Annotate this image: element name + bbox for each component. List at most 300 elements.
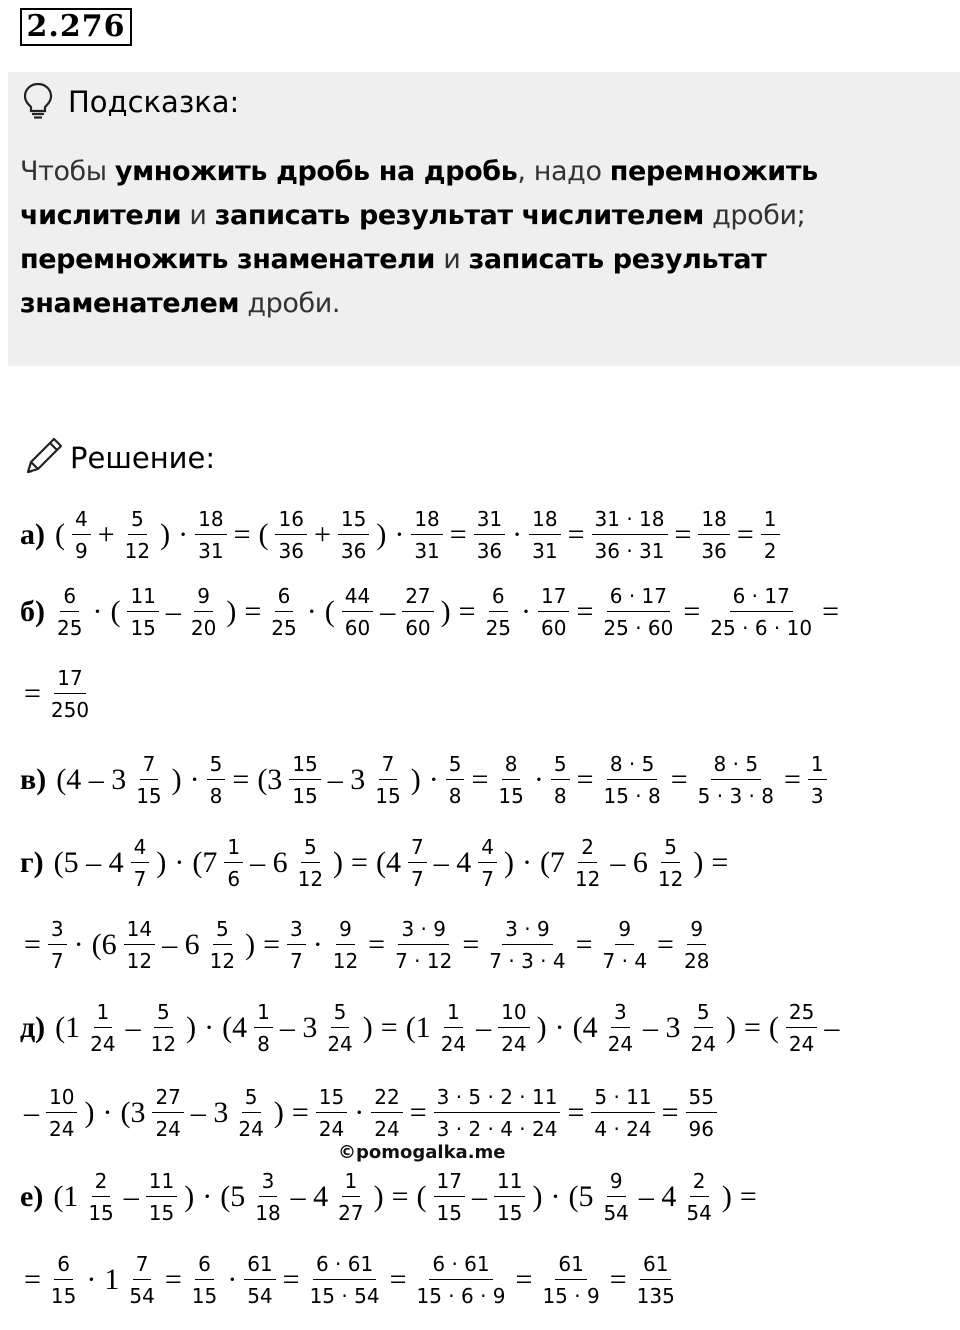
hint-text-segment: дроби.	[239, 288, 341, 319]
fraction-numerator: 7	[379, 752, 398, 780]
fraction-numerator: 2	[578, 835, 597, 863]
fraction	[316, 1085, 347, 1141]
fraction-denominator: 15 · 9	[542, 1284, 600, 1308]
fraction-numerator: 18	[411, 507, 442, 535]
fraction-denominator: 7	[133, 867, 147, 891]
math-operator: –	[476, 1011, 492, 1044]
solution-line	[20, 988, 843, 1068]
math-operator: – 4	[433, 846, 472, 879]
fraction-denominator: 7	[410, 867, 424, 891]
math-operator: =	[409, 1096, 427, 1129]
lightbulb-icon	[20, 80, 56, 120]
math-operator: ·	[312, 928, 323, 961]
math-operator: =	[449, 518, 467, 551]
fraction	[681, 917, 712, 973]
fraction-numerator: 3 · 9	[502, 917, 553, 945]
item-label: д)	[20, 1011, 46, 1044]
fraction-numerator: 61	[640, 1252, 671, 1280]
fraction	[372, 752, 403, 808]
fraction	[551, 752, 570, 808]
fraction-numerator: 55	[686, 1085, 717, 1113]
fraction	[683, 1169, 714, 1225]
math-operator: (	[110, 595, 121, 628]
fraction-denominator: 18	[255, 1201, 281, 1225]
math-operator: =	[822, 595, 839, 628]
math-operator: – 6	[250, 846, 288, 879]
fraction	[48, 666, 92, 722]
math-operator: =	[24, 1263, 41, 1296]
fraction-denominator: 12	[126, 949, 153, 973]
fraction-numerator: 5	[242, 1085, 261, 1113]
math-operator: =	[232, 763, 250, 796]
fraction-numerator: 4	[478, 835, 497, 863]
math-operator: =	[783, 763, 801, 796]
fraction-numerator: 1	[342, 1169, 361, 1197]
fraction-denominator: 60	[405, 616, 431, 640]
fraction	[207, 752, 226, 808]
fraction-numerator: 5	[331, 1000, 350, 1028]
math-operator: (5	[220, 1180, 246, 1213]
fraction	[786, 1000, 817, 1056]
fraction-denominator: 7 · 4	[602, 949, 648, 973]
fraction	[48, 917, 67, 973]
fraction	[605, 1000, 636, 1056]
fraction-numerator: 3 · 5 · 2 · 11	[434, 1085, 561, 1113]
fraction-denominator: 15	[50, 1284, 77, 1308]
fraction	[126, 1252, 157, 1308]
math-operator: (	[324, 595, 335, 628]
math-operator: – 3	[190, 1096, 229, 1129]
fraction	[498, 1000, 529, 1056]
fraction-numerator: 61	[555, 1252, 586, 1280]
fraction-numerator: 6 · 17	[730, 584, 793, 612]
hint-text-segment: и	[181, 200, 215, 231]
fraction-denominator: 7 · 3 · 4	[489, 949, 566, 973]
fraction-numerator: 6 · 61	[429, 1252, 492, 1280]
fraction	[474, 507, 505, 563]
math-operator: ·	[394, 518, 405, 551]
fraction-denominator: 8	[257, 1032, 270, 1056]
fraction-numerator: 5	[213, 917, 232, 945]
hint-emphasis: перемножить числители	[20, 156, 818, 231]
math-operator: =	[263, 928, 280, 961]
math-operator: – 6	[162, 928, 200, 961]
fraction	[572, 835, 603, 891]
fraction-denominator: 20	[190, 616, 217, 640]
fraction-numerator: 27	[402, 584, 433, 612]
solution-line	[20, 1157, 761, 1237]
fraction-denominator: 7	[481, 867, 494, 891]
math-operator: ·	[521, 846, 532, 879]
item-label: г)	[20, 846, 44, 879]
fraction-denominator: 8	[448, 784, 462, 808]
fraction	[124, 917, 155, 973]
fraction-numerator: 3	[287, 917, 306, 945]
fraction-denominator: 12	[124, 539, 151, 563]
math-operator: –	[824, 1011, 840, 1044]
fraction	[413, 1252, 508, 1308]
fraction-numerator: 9	[194, 584, 213, 612]
fraction-denominator: 54	[129, 1284, 155, 1308]
fraction-numerator: 17	[538, 584, 569, 612]
math-operator: =	[24, 677, 41, 710]
solution-line	[20, 1073, 720, 1153]
hint-text-segment: дроби;	[703, 200, 806, 231]
fraction-numerator: 5	[301, 835, 320, 863]
item-label: е)	[20, 1180, 44, 1213]
math-operator: –	[125, 1011, 141, 1044]
math-operator: – 3	[643, 1011, 681, 1044]
hint-emphasis: умножить дробь на дробь	[114, 156, 518, 187]
fraction	[539, 1252, 602, 1308]
math-operator: )	[226, 595, 237, 628]
math-operator: =	[471, 763, 489, 796]
fraction-denominator: 250	[50, 698, 90, 722]
fraction-denominator: 31	[532, 539, 558, 563]
hint-emphasis: записать результат числителем	[214, 200, 704, 231]
fraction	[48, 1252, 79, 1308]
fraction-numerator: 9	[687, 917, 706, 945]
math-operator: =	[609, 1263, 627, 1296]
math-operator: ·	[204, 1011, 215, 1044]
fraction	[307, 1252, 383, 1308]
math-operator: =	[567, 1096, 585, 1129]
math-operator: (	[416, 1180, 427, 1213]
math-operator: +	[313, 518, 331, 551]
fraction-denominator: 24	[238, 1117, 264, 1141]
math-operator: ·	[428, 763, 439, 796]
math-operator: =	[657, 928, 674, 961]
solution-title: Решение:	[70, 441, 216, 475]
fraction-numerator: 44	[342, 584, 373, 612]
fraction	[446, 752, 465, 808]
math-operator: =	[670, 763, 688, 796]
fraction-denominator: 60	[541, 616, 567, 640]
fraction	[686, 1085, 717, 1141]
fraction-numerator: 1	[808, 752, 827, 780]
fraction-numerator: 1	[94, 1000, 113, 1028]
fraction	[324, 1000, 355, 1056]
fraction-numerator: 3	[259, 1169, 278, 1197]
math-operator: 1	[104, 1263, 120, 1296]
fraction-numerator: 9	[336, 917, 355, 945]
item-label: б)	[20, 595, 45, 628]
math-operator: (5	[568, 1180, 594, 1213]
fraction-numerator: 5	[694, 1000, 713, 1028]
fraction-denominator: 25 · 6 · 10	[710, 616, 813, 640]
fraction	[252, 1169, 283, 1225]
math-operator: )	[726, 1011, 736, 1044]
fraction	[371, 1085, 402, 1141]
fraction	[330, 917, 361, 973]
fraction-numerator: 6	[275, 584, 294, 612]
fraction-denominator: 96	[688, 1117, 714, 1141]
math-operator: =	[244, 595, 262, 628]
fraction-numerator: 5	[661, 835, 680, 863]
item-label: в)	[20, 763, 47, 796]
math-operator: ·	[533, 763, 544, 796]
fraction-numerator: 14	[124, 917, 155, 945]
fraction-denominator: 15	[191, 1284, 218, 1308]
fraction-numerator: 31 · 18	[592, 507, 668, 535]
fraction-denominator: 15	[136, 784, 162, 808]
math-operator: =	[391, 1180, 409, 1213]
math-operator: – 3	[279, 1011, 318, 1044]
fraction-numerator: 6 · 17	[607, 584, 670, 612]
solution-line	[20, 740, 830, 820]
fraction	[295, 835, 326, 891]
math-operator: ·	[86, 1263, 97, 1296]
fraction	[634, 1252, 678, 1308]
math-operator: ·	[189, 763, 200, 796]
fraction-denominator: 15	[292, 784, 318, 808]
math-operator: =	[368, 928, 386, 961]
math-operator: )	[373, 1180, 384, 1213]
fraction	[698, 507, 729, 563]
fraction-denominator: 12	[297, 867, 324, 891]
fraction-numerator: 2	[92, 1169, 111, 1197]
hint-text-segment: , надо	[517, 156, 610, 187]
math-operator: )	[440, 595, 451, 628]
fraction	[761, 507, 780, 563]
fraction-numerator: 6 · 61	[313, 1252, 376, 1280]
math-operator: =	[576, 763, 594, 796]
fraction	[275, 507, 306, 563]
fraction-denominator: 2	[763, 539, 777, 563]
fraction	[478, 835, 497, 891]
fraction-numerator: 22	[371, 1085, 402, 1113]
math-operator: =	[389, 1263, 407, 1296]
fraction	[342, 584, 373, 640]
fraction	[87, 1000, 118, 1056]
fraction-denominator: 27	[338, 1201, 364, 1225]
fraction-denominator: 24	[374, 1117, 400, 1141]
fraction-denominator: 8	[553, 784, 567, 808]
fraction-denominator: 7	[50, 949, 64, 973]
math-operator: (1	[53, 1180, 79, 1213]
math-operator: )	[184, 1180, 195, 1213]
fraction	[688, 1000, 719, 1056]
problem-number: 2.276	[20, 8, 132, 46]
fraction	[122, 507, 153, 563]
fraction-numerator: 9	[615, 917, 634, 945]
hint-text	[20, 150, 920, 326]
fraction-denominator: 31	[198, 539, 224, 563]
fraction	[338, 507, 369, 563]
math-operator: – 3	[327, 763, 366, 796]
fraction-numerator: 61	[244, 1252, 275, 1280]
fraction	[695, 752, 777, 808]
math-operator: (3	[120, 1096, 146, 1129]
fraction-denominator: 36 · 31	[594, 539, 665, 563]
fraction-denominator: 25 · 60	[603, 616, 674, 640]
math-operator: (5 – 4	[53, 846, 124, 879]
math-operator: =	[711, 846, 729, 879]
fraction	[486, 917, 568, 973]
math-operator: ·	[554, 1011, 565, 1044]
hint-text-segment: Чтобы	[20, 156, 115, 187]
math-operator: –	[165, 595, 181, 628]
item-label: а)	[20, 518, 45, 551]
fraction	[207, 917, 238, 973]
math-operator: =	[683, 595, 701, 628]
math-operator: =	[282, 1263, 300, 1296]
fraction-numerator: 2	[690, 1169, 709, 1197]
math-operator: )	[171, 763, 182, 796]
fraction-denominator: 9	[75, 539, 88, 563]
fraction-numerator: 6	[54, 1252, 73, 1280]
math-operator: ·	[306, 595, 317, 628]
fraction	[235, 1085, 266, 1141]
fraction-denominator: 15	[498, 784, 524, 808]
fraction-denominator: 36	[278, 539, 304, 563]
math-operator: )	[333, 846, 344, 879]
math-operator: =	[736, 518, 754, 551]
fraction-denominator: 15 · 6 · 9	[416, 1284, 506, 1308]
fraction	[707, 584, 815, 640]
fraction-denominator: 24	[501, 1032, 527, 1056]
math-operator: )	[721, 1180, 732, 1213]
fraction-denominator: 36	[340, 539, 367, 563]
fraction-denominator: 25	[57, 616, 83, 640]
fraction	[483, 584, 514, 640]
math-operator: (4	[222, 1011, 248, 1044]
math-operator: =	[458, 595, 476, 628]
solution-line	[20, 1240, 681, 1320]
fraction-denominator: 25	[271, 616, 297, 640]
math-operator: )	[156, 846, 167, 879]
math-operator: =	[380, 1011, 398, 1044]
fraction	[287, 917, 306, 973]
fraction-denominator: 31	[414, 539, 440, 563]
fraction	[146, 1169, 177, 1225]
fraction	[538, 584, 569, 640]
fraction-numerator: 11	[127, 584, 158, 612]
fraction	[494, 1169, 525, 1225]
fraction-numerator: 1	[444, 1000, 463, 1028]
math-operator: )	[410, 763, 421, 796]
math-operator: )	[245, 928, 256, 961]
math-operator: =	[661, 1096, 679, 1129]
fraction-numerator: 18	[529, 507, 560, 535]
math-operator: =	[291, 1096, 309, 1129]
solution-line	[20, 823, 732, 903]
fraction-numerator: 7	[133, 1252, 152, 1280]
pencil-icon	[22, 434, 66, 478]
fraction	[808, 752, 827, 808]
fraction-denominator: 15 · 54	[309, 1284, 380, 1308]
fraction	[529, 507, 560, 563]
fraction-numerator: 25	[786, 1000, 817, 1028]
math-operator: =	[462, 928, 480, 961]
math-operator: (1	[405, 1011, 431, 1044]
math-operator: =	[515, 1263, 533, 1296]
math-operator: ·	[227, 1263, 238, 1296]
fraction	[46, 1085, 77, 1141]
fraction	[434, 1169, 465, 1225]
math-operator: ·	[202, 1180, 213, 1213]
math-operator: (4	[572, 1011, 598, 1044]
fraction-denominator: 54	[603, 1201, 629, 1225]
fraction	[72, 507, 91, 563]
fraction-denominator: 24	[318, 1117, 345, 1141]
fraction-denominator: 24	[788, 1032, 815, 1056]
hint-title: Подсказка:	[68, 85, 240, 119]
fraction-denominator: 7 · 12	[395, 949, 453, 973]
math-operator: =	[674, 518, 692, 551]
fraction-denominator: 7	[289, 949, 303, 973]
math-operator: (1	[55, 1011, 81, 1044]
hint-emphasis: перемножить знаменатели	[20, 244, 436, 275]
fraction-numerator: 27	[152, 1085, 183, 1113]
math-operator: ·	[521, 595, 532, 628]
fraction-numerator: 6	[489, 584, 508, 612]
fraction-numerator: 5	[446, 752, 465, 780]
fraction	[244, 1252, 275, 1308]
fraction-numerator: 8 · 5	[607, 752, 658, 780]
fraction-denominator: 24	[49, 1117, 75, 1141]
math-operator: ·	[178, 518, 189, 551]
fraction-numerator: 18	[195, 507, 226, 535]
solution-line	[20, 654, 95, 734]
fraction-denominator: 28	[683, 949, 710, 973]
fraction	[392, 917, 455, 973]
fraction	[268, 584, 299, 640]
fraction-denominator: 24	[90, 1032, 116, 1056]
solution-line	[20, 905, 715, 985]
math-operator: )	[536, 1011, 547, 1044]
math-operator: ·	[73, 928, 84, 961]
math-operator: – 4	[290, 1180, 329, 1213]
fraction-denominator: 12	[150, 1032, 177, 1056]
fraction-numerator: 6	[195, 1252, 214, 1280]
fraction-numerator: 7	[140, 752, 159, 780]
fraction-denominator: 36	[701, 539, 727, 563]
math-operator: (7	[192, 846, 218, 879]
solution-line	[20, 495, 783, 575]
math-operator: =	[576, 595, 594, 628]
math-operator: =	[744, 1011, 761, 1044]
fraction-numerator: 10	[498, 1000, 529, 1028]
fraction-denominator: 54	[686, 1201, 712, 1225]
fraction	[189, 1252, 220, 1308]
fraction-numerator: 8	[502, 752, 521, 780]
fraction	[600, 752, 663, 808]
fraction-denominator: 8	[209, 784, 223, 808]
fraction	[600, 917, 651, 973]
fraction-denominator: 4 · 24	[594, 1117, 652, 1141]
fraction	[592, 507, 668, 563]
math-operator: =	[233, 518, 251, 551]
fraction-denominator: 5 · 3 · 8	[697, 784, 774, 808]
fraction-denominator: 6	[227, 867, 241, 891]
fraction-numerator: 9	[607, 1169, 626, 1197]
fraction-numerator: 5	[154, 1000, 173, 1028]
math-operator: (	[768, 1011, 779, 1044]
fraction-denominator: 135	[636, 1284, 675, 1308]
fraction	[402, 584, 433, 640]
fraction	[600, 1169, 631, 1225]
solution-line	[20, 572, 843, 652]
fraction-denominator: 3 · 2 · 4 · 24	[436, 1117, 558, 1141]
fraction-numerator: 6	[60, 584, 79, 612]
fraction-numerator: 5	[551, 752, 570, 780]
fraction-denominator: 12	[332, 949, 359, 973]
fraction-denominator: 12	[209, 949, 236, 973]
math-operator: =	[24, 928, 41, 961]
fraction-denominator: 12	[657, 867, 684, 891]
fraction-numerator: 8 · 5	[711, 752, 762, 780]
